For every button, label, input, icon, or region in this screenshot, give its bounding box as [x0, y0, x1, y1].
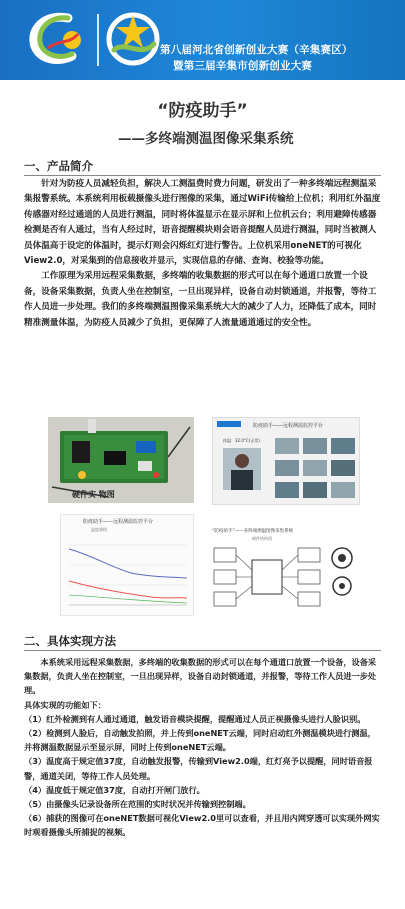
innovation-logo-left	[28, 10, 92, 68]
capture-grid	[275, 438, 355, 498]
section1-paragraph-2: 工作原理为采用远程采集数据，多终端的收集数据的形式可以在每个通道口放置一个设备，设备采集数据，负责人坐在控制室，一旦出现异样，设备自动封锁通道，并报警，等待工作人员进一步处理。我们的多终端测温图像采集系统大大的减少了人力，还降低了成本，同时精准测量体温，为防疫人员减少了负担，更保障了人流量通道通过的安全性。	[24, 271, 377, 328]
section2-intro: 本系统采用远程采集数据，多终端的收集数据的形式可以在每个通道口放置一个设备，设备采集数据，负责人坐在控制室，一旦出现异样，设备自动封锁通道，并报警，等待工作人员进一步处理。	[24, 657, 377, 696]
header-line-2: 暨第三届辛集市创新创业大赛	[173, 60, 313, 72]
person-photo	[223, 448, 261, 490]
list-item: （1）红外检测到有人通过通道，触发语音模块提醒，提醒通过人员正视摄像头进行人脸识别。	[24, 713, 366, 724]
platform-screenshot	[212, 417, 360, 505]
structure-diagram	[208, 526, 360, 616]
list-item: （5）由摄像头记录设备所在范围的实时状况并传输到控制端。	[24, 799, 251, 810]
list-item: （3）温度高于规定值37度，自动触发报警，传输到View2.0端，红灯亮予以提醒，同时语音报警，通道关闭，等待工作人员处理。	[24, 756, 373, 781]
entrepreneurship-logo-right	[104, 10, 162, 68]
logo-divider	[97, 14, 99, 66]
poster-title: “防疫助手”	[157, 101, 248, 121]
section2-body	[24, 655, 382, 840]
list-item: （6）捕获的图像可在oneNET数据可视化View2.0里可以查看，并且用内网穿透可以实现外网实时观看摄像头所捕捉的视频。	[24, 813, 380, 838]
chart-title: 防疫助手——远程测温监控平台	[83, 519, 154, 525]
section2-divider	[24, 650, 381, 651]
header-line-1: 第八届河北省创新创业大赛（辛集赛区）	[160, 44, 353, 56]
temperature-chart-screenshot	[60, 514, 194, 616]
poster-subtitle: ——多终端测温图像采集系统	[118, 131, 294, 147]
hardware-photo	[48, 417, 194, 503]
hardware-caption: 硬件实 物图	[72, 490, 115, 499]
diagram-subtitle: 硬件结构图	[252, 536, 272, 541]
section1-divider	[24, 175, 381, 176]
section1-heading: 一、产品简介	[24, 159, 93, 173]
section1-paragraph-1: 针对为防疫人员减轻负担，解决人工测温费时费力问题，研发出了一种多终端远程测温采集报警系统。本系统利用板载摄像头进行图像的采集，通过WiFi传输给上位机；利用红外温度传感器对经过通道的人员进行测温，同时将体温显示在显示屏和上位机云台；利用避障传感器检测是否有人通过，当有人经过时，语音提醒模块则会语音提醒人员进行测温，同时当被测人员体温高于设定的体温时，提示灯则会闪烁红灯进行警告。上位机采用oneNET的可视化View2.0，对采集到的信息接收并显示，实现信息的存储、查询、校验等功能。	[24, 179, 381, 267]
list-item: （2）检测到人脸后，自动触发拍照，并上传到oneNET云端，同时启动红外测温模块进行测温，并将测温数据显示至显示屏，同时上传到oneNET云端。	[24, 728, 376, 753]
section1-body	[24, 177, 382, 331]
platform-logo	[217, 421, 241, 427]
section2-list-title: 具体实现的功能如下：	[24, 699, 106, 710]
chart-subtitle: 温度曲线	[91, 527, 107, 532]
platform-temp-label: 体温：32.0°C(正常)	[223, 438, 260, 443]
poster-header	[0, 0, 405, 80]
platform-title: 防疫助手——远程测温监控平台	[253, 423, 324, 429]
section2-heading: 二、具体实现方法	[24, 634, 116, 648]
list-item: （4）温度低于规定值37度，自动打开闸门放行。	[24, 784, 205, 795]
diagram-title: “防疫助手”——多终端测温图像采集系统	[212, 529, 294, 534]
